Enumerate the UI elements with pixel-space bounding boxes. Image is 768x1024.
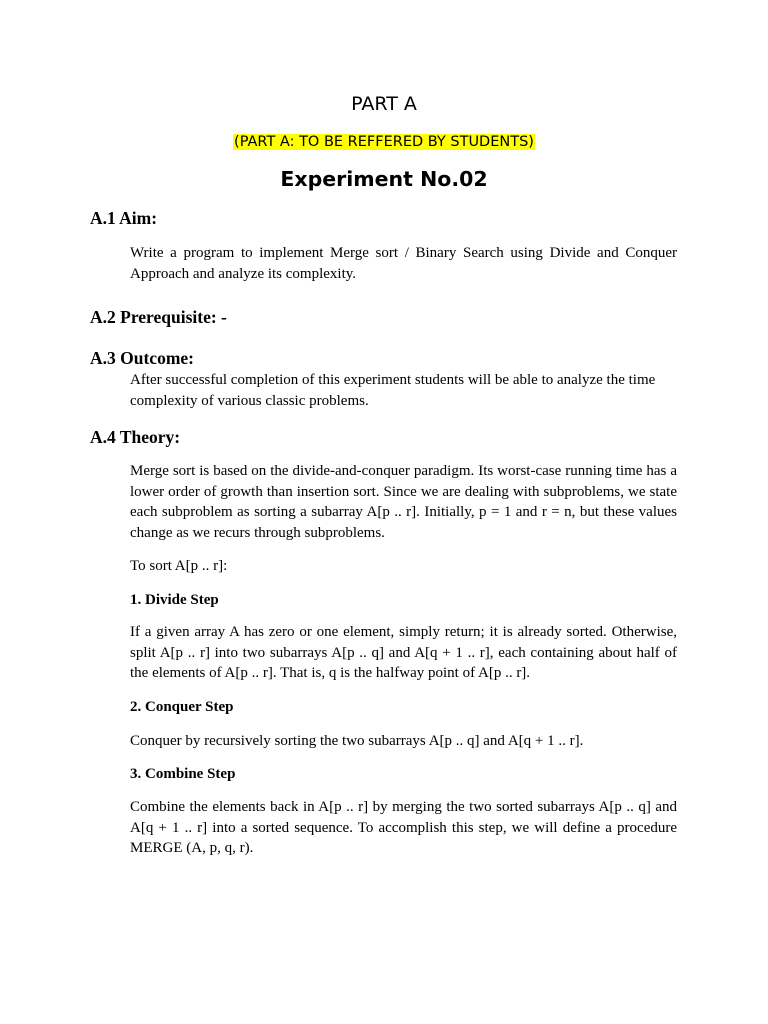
conquer-step-text: Conquer by recursively sorting the two subarrays A[p .. q] and A[q + 1 .. r].	[130, 733, 584, 749]
combine-step-heading: 3. Combine Step	[130, 766, 236, 782]
aim-text: Write a program to implement Merge sort / Binary Search using Divide and Conquer Approach and analyze its complexity.	[130, 245, 677, 282]
prerequisite-heading: A.2 Prerequisite: -	[90, 307, 227, 327]
to-sort-line: To sort A[p .. r]:	[130, 558, 228, 574]
divide-step-heading: 1. Divide Step	[130, 592, 219, 608]
outcome-text: After successful completion of this experiment students will be able to analyze the time complexity of various classic problems.	[130, 372, 656, 409]
theory-heading: A.4 Theory:	[90, 427, 181, 447]
experiment-title: Experiment No.02	[280, 167, 488, 191]
conquer-step-heading: 2. Conquer Step	[130, 699, 234, 715]
outcome-heading: A.3 Outcome:	[90, 348, 195, 368]
part-note-container	[0, 132, 768, 152]
part-title: PART A	[351, 93, 417, 115]
divide-step-text: If a given array A has zero or one element, simply return; it is already sorted. Otherwise, split A[p .. r] into two subarrays A[p .. q] and A[q + 1 .. r], each containing about half of the elements of A[p .. r]. That is, q is the halfway point of A[p .. r].	[130, 624, 677, 682]
aim-heading: A.1 Aim:	[90, 208, 158, 228]
combine-step-text: Combine the elements back in A[p .. r] by merging the two sorted subarrays A[p .. q] and A[q + 1 .. r] into a sorted sequence. To accomplish this step, we will define a procedure MERGE (A, p, q, r).	[130, 799, 677, 857]
theory-intro: Merge sort is based on the divide-and-conquer paradigm. Its worst-case running time has a lower order of growth than insertion sort. Since we are dealing with subproblems, we state each subproblem as sorting a subarray A[p .. r]. Initially, p = 1 and r = n, but these values change as we recurs through subproblems.	[130, 463, 677, 541]
part-note-highlighted: (PART A: TO BE REFFERED BY STUDENTS)	[234, 134, 534, 150]
